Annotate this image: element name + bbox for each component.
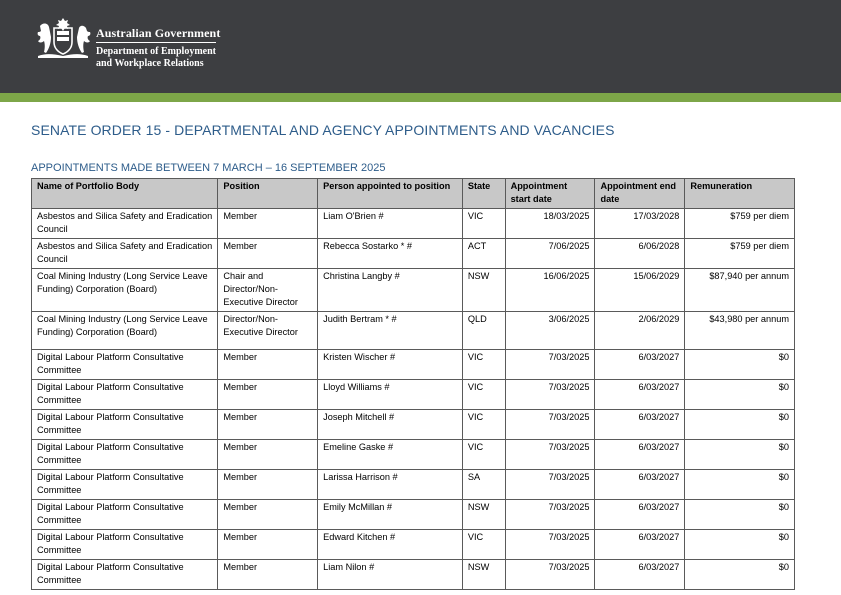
cell-state: VIC xyxy=(462,350,505,380)
cell-start-date: 7/06/2025 xyxy=(505,239,595,269)
cell-person: Christina Langby # xyxy=(318,269,463,312)
cell-end-date: 2/06/2029 xyxy=(595,312,685,350)
cell-end-date: 6/03/2027 xyxy=(595,350,685,380)
cell-position: Member xyxy=(218,500,318,530)
cell-body: Digital Labour Platform Consultative Committee xyxy=(32,410,218,440)
cell-remuneration: $0 xyxy=(685,500,795,530)
header-body: Name of Portfolio Body xyxy=(32,179,218,209)
table-row xyxy=(32,410,795,440)
header-position: Position xyxy=(218,179,318,209)
cell-person: Judith Bertram * # xyxy=(318,312,463,350)
table-row xyxy=(32,560,795,590)
cell-state: VIC xyxy=(462,380,505,410)
cell-position: Member xyxy=(218,560,318,590)
cell-body: Asbestos and Silica Safety and Eradication Council xyxy=(32,209,218,239)
header-remuneration: Remuneration xyxy=(685,179,795,209)
cell-state: ACT xyxy=(462,239,505,269)
table-row xyxy=(32,209,795,239)
cell-remuneration: $0 xyxy=(685,470,795,500)
table-row xyxy=(32,440,795,470)
cell-end-date: 6/03/2027 xyxy=(595,470,685,500)
cell-position: Chair and Director/Non-Executive Director xyxy=(218,269,318,312)
table-row xyxy=(32,470,795,500)
table-row xyxy=(32,500,795,530)
header-end-date: Appointment end date xyxy=(595,179,685,209)
cell-position: Member xyxy=(218,530,318,560)
header-accent-bar xyxy=(0,93,841,102)
header-person: Person appointed to position xyxy=(318,179,463,209)
cell-end-date: 6/03/2027 xyxy=(595,410,685,440)
cell-person: Joseph Mitchell # xyxy=(318,410,463,440)
cell-position: Member xyxy=(218,239,318,269)
cell-person: Emily McMillan # xyxy=(318,500,463,530)
cell-end-date: 6/03/2027 xyxy=(595,560,685,590)
cell-start-date: 7/03/2025 xyxy=(505,470,595,500)
cell-position: Director/Non-Executive Director xyxy=(218,312,318,350)
cell-person: Larissa Harrison # xyxy=(318,470,463,500)
table-row xyxy=(32,239,795,269)
appointments-table xyxy=(31,178,795,590)
cell-remuneration: $0 xyxy=(685,350,795,380)
cell-remuneration: $0 xyxy=(685,530,795,560)
cell-remuneration: $759 per diem xyxy=(685,209,795,239)
page-header xyxy=(0,0,841,93)
cell-body: Digital Labour Platform Consultative Committee xyxy=(32,500,218,530)
header-state: State xyxy=(462,179,505,209)
cell-remuneration: $0 xyxy=(685,410,795,440)
cell-start-date: 18/03/2025 xyxy=(505,209,595,239)
cell-end-date: 6/03/2027 xyxy=(595,500,685,530)
cell-position: Member xyxy=(218,209,318,239)
cell-remuneration: $759 per diem xyxy=(685,239,795,269)
cell-body: Digital Labour Platform Consultative Committee xyxy=(32,560,218,590)
cell-state: NSW xyxy=(462,269,505,312)
cell-start-date: 7/03/2025 xyxy=(505,500,595,530)
cell-end-date: 6/03/2027 xyxy=(595,440,685,470)
table-row xyxy=(32,269,795,312)
cell-person: Kristen Wischer # xyxy=(318,350,463,380)
cell-remuneration: $0 xyxy=(685,440,795,470)
cell-position: Member xyxy=(218,350,318,380)
cell-body: Digital Labour Platform Consultative Committee xyxy=(32,440,218,470)
cell-person: Liam O'Brien # xyxy=(318,209,463,239)
table-row xyxy=(32,530,795,560)
table-row xyxy=(32,312,795,350)
wordmark-divider xyxy=(96,42,216,43)
table-row xyxy=(32,380,795,410)
cell-person: Emeline Gaske # xyxy=(318,440,463,470)
government-name: Australian Government xyxy=(96,26,221,40)
cell-start-date: 7/03/2025 xyxy=(505,530,595,560)
cell-position: Member xyxy=(218,380,318,410)
cell-end-date: 17/03/2028 xyxy=(595,209,685,239)
cell-start-date: 7/03/2025 xyxy=(505,350,595,380)
government-wordmark xyxy=(96,26,220,70)
cell-end-date: 6/06/2028 xyxy=(595,239,685,269)
cell-state: NSW xyxy=(462,500,505,530)
cell-position: Member xyxy=(218,440,318,470)
cell-end-date: 6/03/2027 xyxy=(595,380,685,410)
cell-remuneration: $43,980 per annum xyxy=(685,312,795,350)
cell-person: Lloyd Williams # xyxy=(318,380,463,410)
cell-body: Coal Mining Industry (Long Service Leave Funding) Corporation (Board) xyxy=(32,312,218,350)
department-name-line2: and Workplace Relations xyxy=(96,58,204,69)
cell-start-date: 16/06/2025 xyxy=(505,269,595,312)
cell-end-date: 6/03/2027 xyxy=(595,530,685,560)
cell-body: Digital Labour Platform Consultative Committee xyxy=(32,350,218,380)
cell-end-date: 15/06/2029 xyxy=(595,269,685,312)
cell-body: Digital Labour Platform Consultative Committee xyxy=(32,470,218,500)
cell-start-date: 7/03/2025 xyxy=(505,440,595,470)
cell-body: Coal Mining Industry (Long Service Leave Funding) Corporation (Board) xyxy=(32,269,218,312)
cell-body: Digital Labour Platform Consultative Committee xyxy=(32,530,218,560)
cell-state: VIC xyxy=(462,530,505,560)
coat-of-arms-icon xyxy=(34,16,92,60)
cell-remuneration: $0 xyxy=(685,560,795,590)
cell-state: QLD xyxy=(462,312,505,350)
cell-state: SA xyxy=(462,470,505,500)
cell-state: VIC xyxy=(462,440,505,470)
cell-start-date: 7/03/2025 xyxy=(505,560,595,590)
cell-start-date: 7/03/2025 xyxy=(505,410,595,440)
cell-body: Digital Labour Platform Consultative Committee xyxy=(32,380,218,410)
cell-position: Member xyxy=(218,470,318,500)
table-row xyxy=(32,350,795,380)
department-name-line1: Department of Employment xyxy=(96,46,216,57)
cell-state: NSW xyxy=(462,560,505,590)
cell-person: Liam Nilon # xyxy=(318,560,463,590)
document-title: SENATE ORDER 15 - DEPARTMENTAL AND AGENCY APPOINTMENTS AND VACANCIES xyxy=(31,122,615,138)
cell-person: Rebecca Sostarko * # xyxy=(318,239,463,269)
cell-start-date: 7/03/2025 xyxy=(505,380,595,410)
cell-remuneration: $87,940 per annum xyxy=(685,269,795,312)
section-title: APPOINTMENTS MADE BETWEEN 7 MARCH – 16 SEPTEMBER 2025 xyxy=(31,162,386,174)
header-start-date: Appointment start date xyxy=(505,179,595,209)
cell-body: Asbestos and Silica Safety and Eradication Council xyxy=(32,239,218,269)
cell-remuneration: $0 xyxy=(685,380,795,410)
cell-person: Edward Kitchen # xyxy=(318,530,463,560)
cell-state: VIC xyxy=(462,410,505,440)
cell-state: VIC xyxy=(462,209,505,239)
table-header-row xyxy=(32,179,795,209)
cell-start-date: 3/06/2025 xyxy=(505,312,595,350)
cell-position: Member xyxy=(218,410,318,440)
